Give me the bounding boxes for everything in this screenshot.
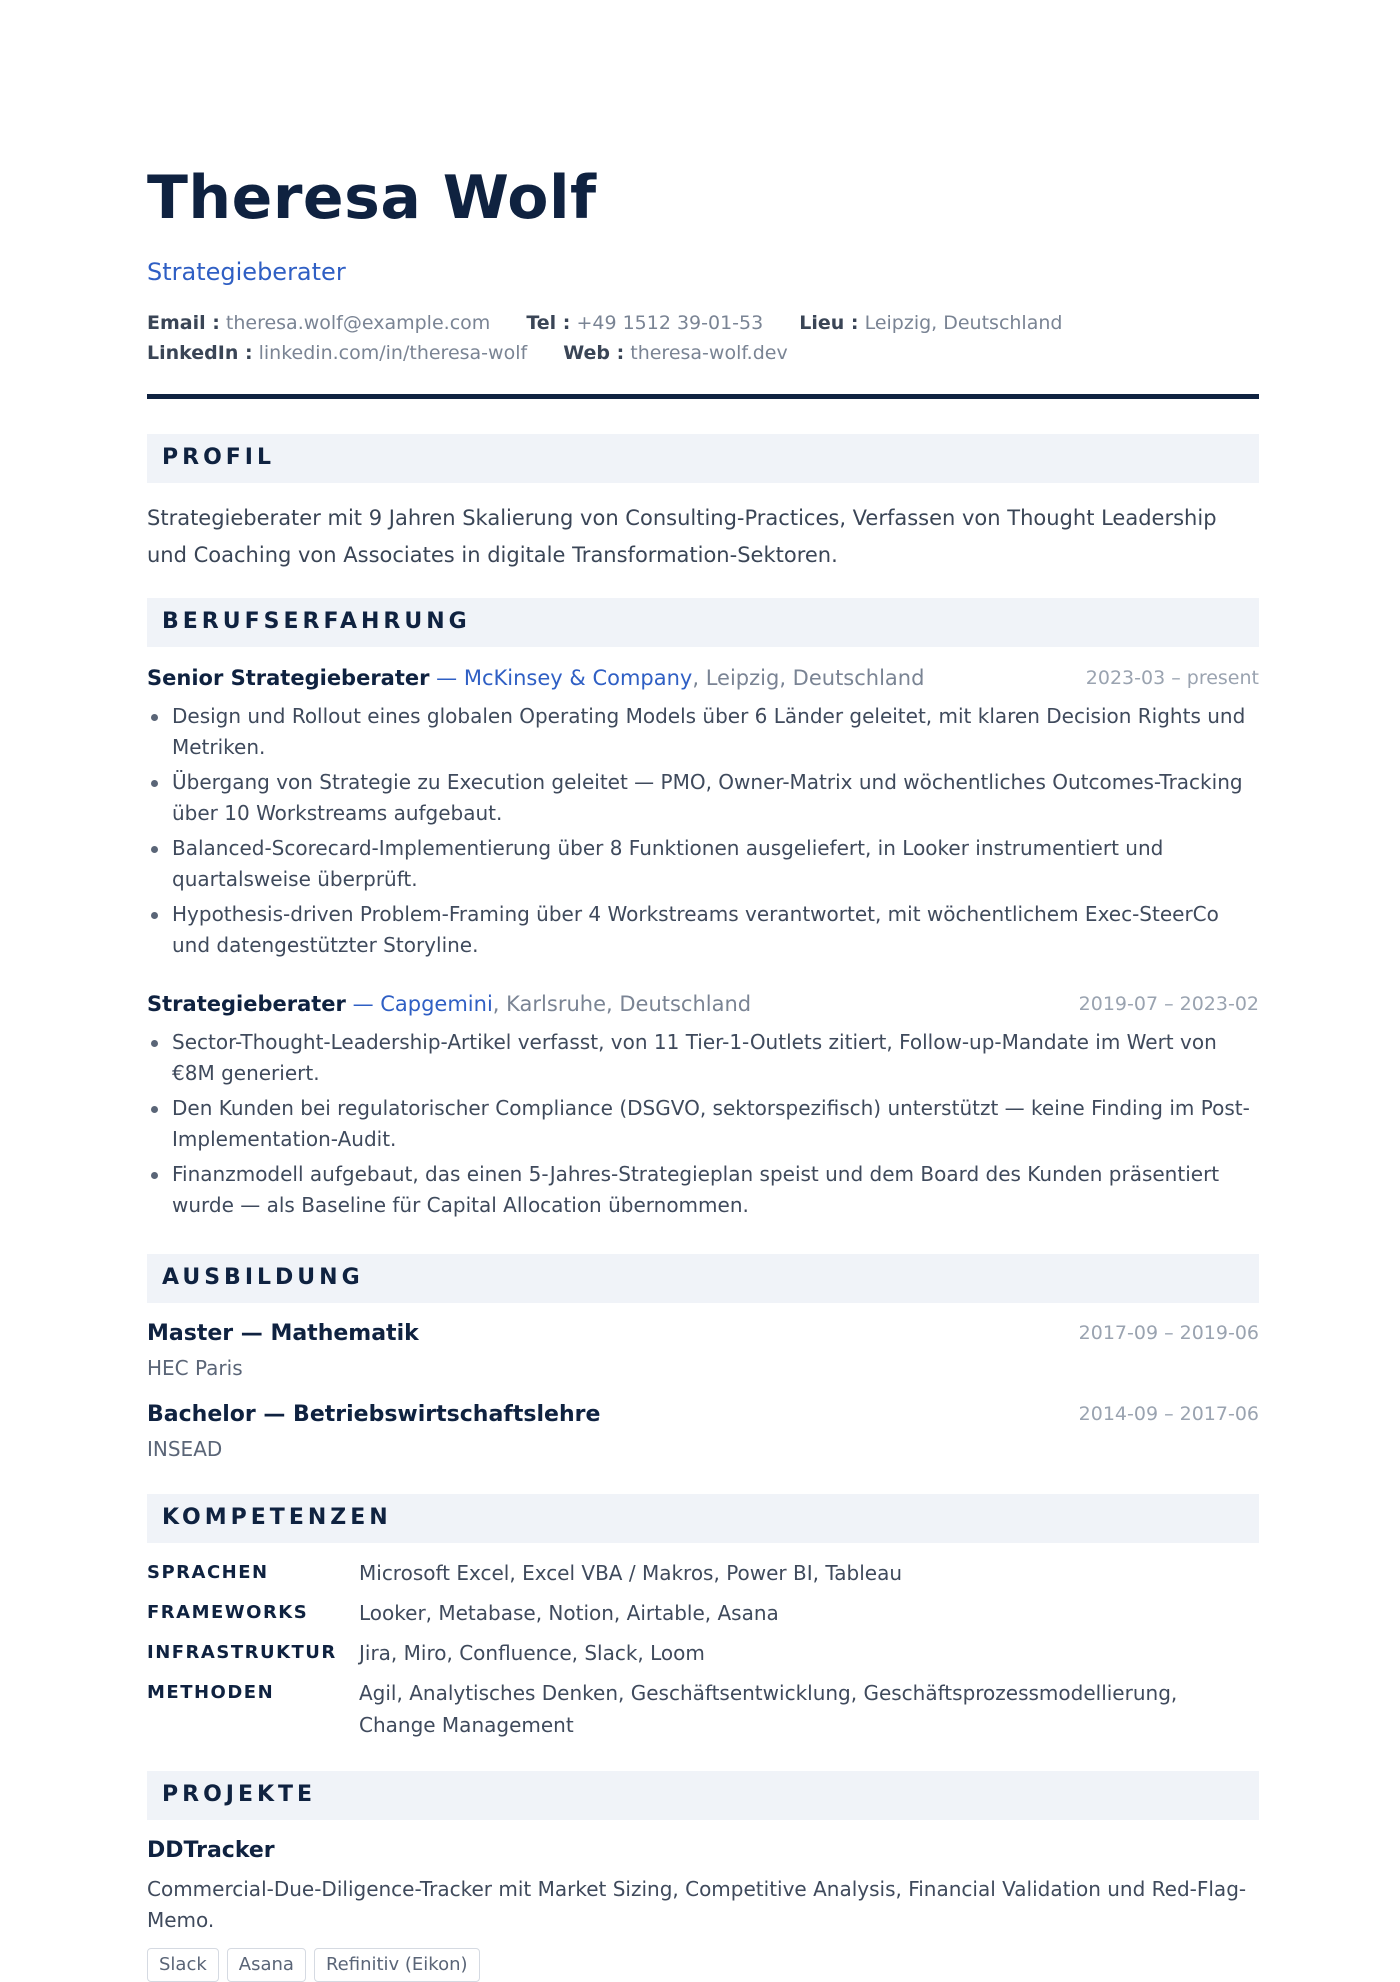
job-role: Strategieberater	[147, 992, 346, 1016]
skill-items: Looker, Metabase, Notion, Airtable, Asana	[359, 1601, 779, 1625]
project-tag: Asana	[227, 1948, 306, 1982]
job-bullet: Den Kunden bei regulatorischer Compliance (DSGVO, sektorspezifisch) unterstützt — keine Finding im Post-Implementation-Audit.	[147, 1093, 1259, 1155]
contact-label: Tel :	[526, 312, 571, 334]
contact-row	[147, 314, 1092, 333]
job-company: — McKinsey & Company	[429, 666, 693, 690]
project-tag: Refinitiv (Eikon)	[314, 1948, 480, 1982]
job-role: Senior Strategieberater	[147, 666, 430, 690]
education-school: INSEAD	[147, 1437, 223, 1461]
job-bullet: Hypothesis-driven Problem-Framing über 4 Workstreams verantwortet, mit wöchentlichem Exec-SteerCo und datengestützter Storyline.	[147, 899, 1259, 961]
project-name: DDTracker	[147, 1838, 275, 1863]
section-title: AUSBILDUNG	[162, 1265, 364, 1290]
job-location: , Leipzig, Deutschland	[692, 666, 925, 690]
skill-category: METHODEN	[147, 1682, 275, 1703]
skill-items: Agil, Analytisches Denken, Geschäftsentwicklung, Geschäftsprozessmodellierung, Change Management	[359, 1681, 1178, 1737]
contact-location	[799, 314, 1062, 333]
project-description: Commercial-Due-Diligence-Tracker mit Market Sizing, Competitive Analysis, Financial Validation und Red-Flag-Memo.	[147, 1877, 1247, 1932]
contact-value[interactable]: linkedin.com/in/theresa-wolf	[258, 342, 528, 364]
job-bullet: Finanzmodell aufgebaut, das einen 5-Jahres-Strategieplan speist und dem Board des Kunden präsentiert wurde — als Baseline für Capital Allocation übernommen.	[147, 1159, 1259, 1221]
job-bullets	[147, 701, 1259, 965]
skill-category: FRAMEWORKS	[147, 1602, 309, 1623]
skill-items: Jira, Miro, Confluence, Slack, Loom	[359, 1641, 705, 1665]
contact-label: Email :	[147, 312, 220, 334]
job-heading	[147, 994, 1259, 1015]
section-header-projects	[147, 1771, 1259, 1820]
education-degree	[147, 1323, 1259, 1345]
project-tags	[147, 1948, 488, 1982]
skill-items: Microsoft Excel, Excel VBA / Makros, Power BI, Tableau	[359, 1561, 902, 1585]
section-title: PROFIL	[162, 445, 275, 470]
contact-value[interactable]: theresa-wolf.dev	[630, 342, 788, 364]
education-school: HEC Paris	[147, 1356, 243, 1380]
education-degree	[147, 1404, 1259, 1426]
project-tag: Slack	[147, 1948, 219, 1982]
job-bullet: Design und Rollout eines globalen Operating Models über 6 Länder geleitet, mit klaren Decision Rights und Metriken.	[147, 701, 1259, 763]
candidate-title: Strategieberater	[147, 258, 346, 286]
contact-linkedin	[147, 344, 527, 363]
contact-label: Web :	[563, 342, 625, 364]
skill-category: SPRACHEN	[147, 1562, 269, 1583]
contact-label: LinkedIn :	[147, 342, 253, 364]
header-divider	[147, 394, 1259, 399]
profile-summary: Strategieberater mit 9 Jahren Skalierung von Consulting-Practices, Verfassen von Thought Leadership und Coaching von Associates in digitale Transformation-Sektoren.	[147, 506, 1217, 567]
section-title: BERUFSERFAHRUNG	[162, 609, 471, 634]
section-header-experience	[147, 598, 1259, 647]
section-header-education	[147, 1254, 1259, 1303]
section-header-skills	[147, 1494, 1259, 1543]
job-bullet: Balanced-Scorecard-Implementierung über 8 Funktionen ausgeliefert, in Looker instrumentiert und quartalsweise überprüft.	[147, 833, 1259, 895]
job-dates: 2023-03 – present	[1085, 667, 1259, 689]
skill-category: INFRASTRUKTUR	[147, 1642, 337, 1663]
job-company: — Capgemini	[345, 992, 493, 1016]
degree-name: Bachelor — Betriebswirtschaftslehre	[147, 1402, 601, 1427]
job-bullet: Sector-Thought-Leadership-Artikel verfasst, von 11 Tier-1-Outlets zitiert, Follow-up-Mandate im Wert von €8M generiert.	[147, 1027, 1259, 1089]
contact-value[interactable]: theresa.wolf@example.com	[225, 312, 491, 334]
section-title: KOMPETENZEN	[162, 1505, 392, 1530]
contact-value: Leipzig, Deutschland	[864, 312, 1063, 334]
contact-value[interactable]: +49 1512 39-01-53	[576, 312, 764, 334]
job-location: , Karlsruhe, Deutschland	[492, 992, 752, 1016]
education-dates: 2014-09 – 2017-06	[1078, 1403, 1259, 1425]
job-bullet: Übergang von Strategie zu Execution geleitet — PMO, Owner-Matrix und wöchentliches Outcomes-Tracking über 10 Workstreams aufgebaut.	[147, 767, 1259, 829]
contact-label: Lieu :	[799, 312, 859, 334]
degree-name: Master — Mathematik	[147, 1321, 419, 1346]
contact-row	[147, 344, 818, 363]
contact-web	[563, 344, 787, 363]
section-title: PROJEKTE	[162, 1782, 317, 1807]
job-bullets	[147, 1027, 1259, 1225]
education-dates: 2017-09 – 2019-06	[1078, 1322, 1259, 1344]
contact-phone	[526, 314, 763, 333]
candidate-name: Theresa Wolf	[147, 163, 597, 233]
section-header-profile	[147, 434, 1259, 483]
job-heading	[147, 668, 1259, 689]
job-dates: 2019-07 – 2023-02	[1078, 993, 1259, 1015]
contact-email	[147, 314, 490, 333]
